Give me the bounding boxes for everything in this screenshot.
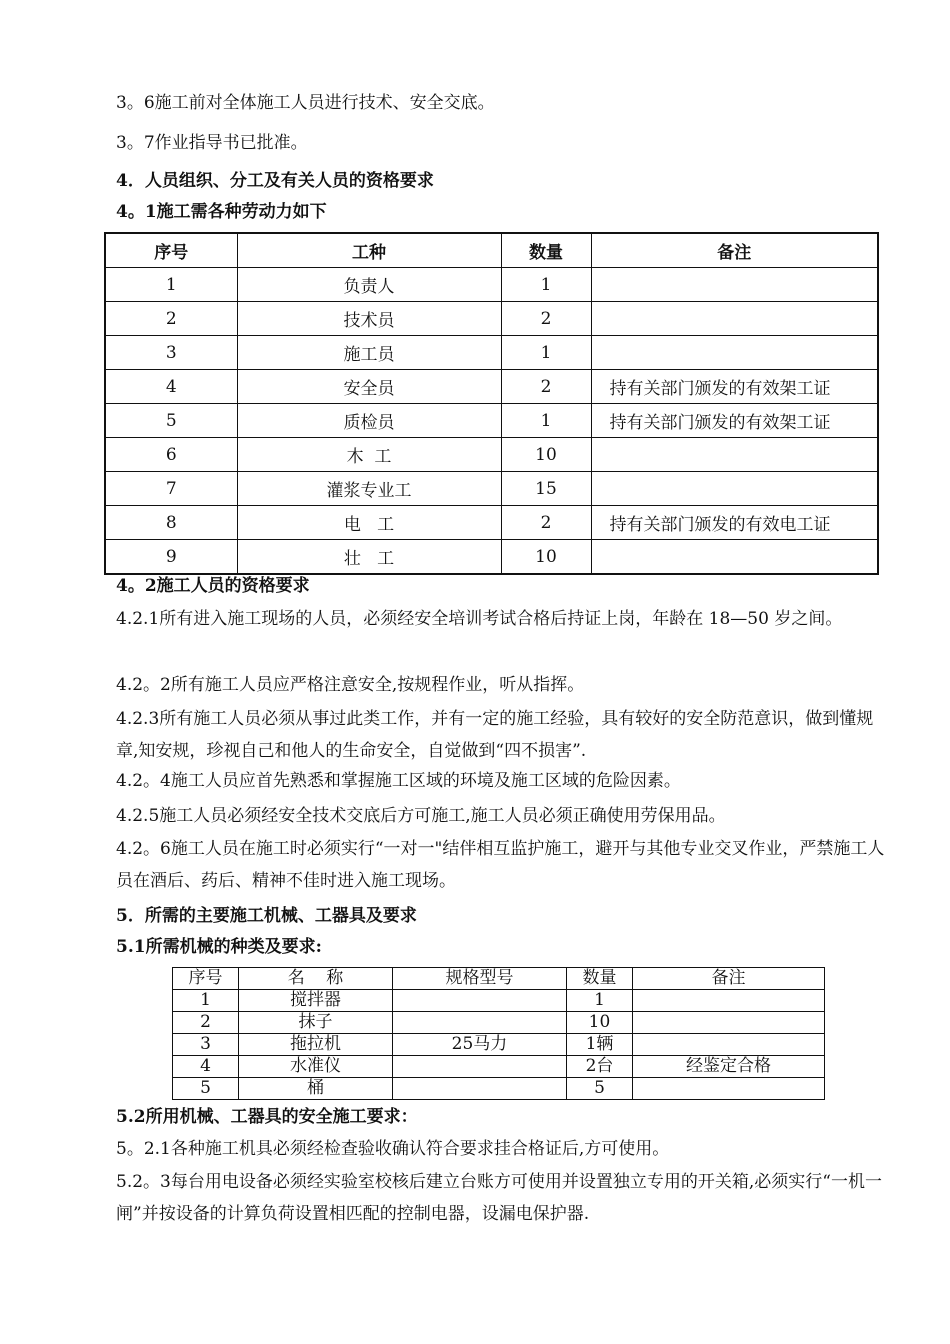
- labor-table-header: [105, 233, 878, 268]
- table-cell: 1: [105, 268, 237, 302]
- table-cell: 2: [501, 302, 591, 336]
- table-cell: 技术员: [237, 302, 501, 336]
- heading-5: 5．所需的主要施工机械、工器具及要求: [116, 906, 417, 926]
- heading-4-2: 4。2施工人员的资格要求: [116, 576, 310, 596]
- header-cell: 工种: [237, 233, 501, 268]
- para-4-2-6: 4.2。6施工人员在施工时必须实行“一对一"结伴相互监护施工，避开与其他专业交叉作业，严禁施工人员在酒后、药后、精神不佳时进入施工现场。: [116, 839, 885, 891]
- table-cell: [393, 1078, 567, 1100]
- table-row: [105, 302, 878, 336]
- para-5-2-1: 5。2.1各种施工机具必须经检查验收确认符合要求挂合格证后,方可使用。: [116, 1139, 670, 1159]
- table-cell: 抹子: [239, 1012, 393, 1034]
- table-cell: 拖拉机: [239, 1034, 393, 1056]
- table-cell: 负责人: [237, 268, 501, 302]
- table-cell: 5: [567, 1078, 633, 1100]
- table-cell: 15: [501, 472, 591, 506]
- table-cell: [393, 1056, 567, 1078]
- table-cell: 1: [501, 336, 591, 370]
- para-4-2-2: 4.2。2所有施工人员应严格注意安全,按规程作业，听从指挥。: [116, 675, 585, 695]
- table-cell: [591, 540, 878, 575]
- table-cell: 灌浆专业工: [237, 472, 501, 506]
- table-row: [105, 438, 878, 472]
- table-cell: [591, 268, 878, 302]
- table-row: [105, 506, 878, 540]
- table-cell: 1: [501, 268, 591, 302]
- table-cell: 1: [567, 990, 633, 1012]
- table-cell: [591, 336, 878, 370]
- table-row: [105, 336, 878, 370]
- table-cell: [393, 990, 567, 1012]
- table-row: [173, 1034, 825, 1056]
- para-4-2-5: 4.2.5施工人员必须经安全技术交底后方可施工,施工人员必须正确使用劳保用品。: [116, 806, 726, 826]
- table-cell: [633, 990, 825, 1012]
- table-cell: 壮 工: [237, 540, 501, 575]
- table-cell: 1: [501, 404, 591, 438]
- table-cell: [591, 302, 878, 336]
- heading-5-2: 5.2所用机械、工器具的安全施工要求：: [116, 1107, 418, 1127]
- table-cell: [393, 1012, 567, 1034]
- table-cell: 2: [105, 302, 237, 336]
- table-row: [173, 1078, 825, 1100]
- table-cell: 6: [105, 438, 237, 472]
- table-cell: 电 工: [237, 506, 501, 540]
- table-cell: 10: [501, 438, 591, 472]
- table-cell: 安全员: [237, 370, 501, 404]
- table-cell: 施工员: [237, 336, 501, 370]
- table-cell: 3: [105, 336, 237, 370]
- table-cell: 8: [105, 506, 237, 540]
- table-cell: 搅拌器: [239, 990, 393, 1012]
- table-cell: 10: [567, 1012, 633, 1034]
- table-cell: 木 工: [237, 438, 501, 472]
- table-cell: 1辆: [567, 1034, 633, 1056]
- table-row: [105, 472, 878, 506]
- para-3-7: 3。7作业指导书已批准。: [116, 133, 308, 153]
- table-cell: 10: [501, 540, 591, 575]
- table-row: [105, 370, 878, 404]
- para-4-2-3: 4.2.3所有施工人员必须从事过此类工作，并有一定的施工经验，具有较好的安全防范意识，做到懂规章,知安规，珍视自己和他人的生命安全，自觉做到“四不损害”.: [116, 709, 874, 761]
- table-cell: 9: [105, 540, 237, 575]
- table-cell: 4: [105, 370, 237, 404]
- table-cell: 2: [501, 506, 591, 540]
- table-cell: 经鉴定合格: [633, 1056, 825, 1078]
- header-cell: 数量: [501, 233, 591, 268]
- para-5-2-3: 5.2。3每台用电设备必须经实验室校核后建立台账方可使用并设置独立专用的开关箱,必须实行“一机一闸”并按设备的计算负荷设置相匹配的控制电器，设漏电保护器.: [116, 1172, 882, 1224]
- table-cell: 持有关部门颁发的有效电工证: [591, 506, 878, 540]
- table-row: [105, 268, 878, 302]
- header-cell: 备注: [633, 968, 825, 990]
- table-cell: 持有关部门颁发的有效架工证: [591, 370, 878, 404]
- table-cell: 4: [173, 1056, 239, 1078]
- table-cell: 2: [173, 1012, 239, 1034]
- table-cell: [633, 1012, 825, 1034]
- table-cell: 5: [173, 1078, 239, 1100]
- table-cell: [633, 1034, 825, 1056]
- machine-table-header: [173, 968, 825, 990]
- table-row: [105, 540, 878, 575]
- table-row: [105, 404, 878, 438]
- table-cell: 桶: [239, 1078, 393, 1100]
- table-cell: 3: [173, 1034, 239, 1056]
- para-3-6: 3。6施工前对全体施工人员进行技术、安全交底。: [116, 93, 495, 113]
- table-cell: 水准仪: [239, 1056, 393, 1078]
- table-cell: 7: [105, 472, 237, 506]
- heading-4: 4．人员组织、分工及有关人员的资格要求: [116, 171, 434, 191]
- heading-5-1: 5.1所需机械的种类及要求:: [116, 937, 322, 957]
- header-cell: 数量: [567, 968, 633, 990]
- table-cell: 5: [105, 404, 237, 438]
- table-cell: [591, 438, 878, 472]
- table-row: [173, 1012, 825, 1034]
- table-row: [173, 990, 825, 1012]
- table-cell: 25马力: [393, 1034, 567, 1056]
- table-row: [173, 1056, 825, 1078]
- header-cell: 序号: [173, 968, 239, 990]
- header-cell: 名 称: [239, 968, 393, 990]
- machine-table: [172, 967, 825, 1100]
- header-cell: 备注: [591, 233, 878, 268]
- table-cell: [633, 1078, 825, 1100]
- header-cell: 规格型号: [393, 968, 567, 990]
- table-cell: 质检员: [237, 404, 501, 438]
- table-cell: 持有关部门颁发的有效架工证: [591, 404, 878, 438]
- table-cell: 2: [501, 370, 591, 404]
- para-4-2-1: 4.2.1所有进入施工现场的人员，必须经安全培训考试合格后持证上岗，年龄在 18—50 岁之间。: [116, 609, 843, 629]
- para-4-2-4: 4.2。4施工人员应首先熟悉和掌握施工区域的环境及施工区域的危险因素。: [116, 771, 681, 791]
- heading-4-1: 4。1施工需各种劳动力如下: [116, 202, 327, 222]
- labor-table: [104, 232, 879, 575]
- table-cell: 2台: [567, 1056, 633, 1078]
- header-cell: 序号: [105, 233, 237, 268]
- table-cell: 1: [173, 990, 239, 1012]
- table-cell: [591, 472, 878, 506]
